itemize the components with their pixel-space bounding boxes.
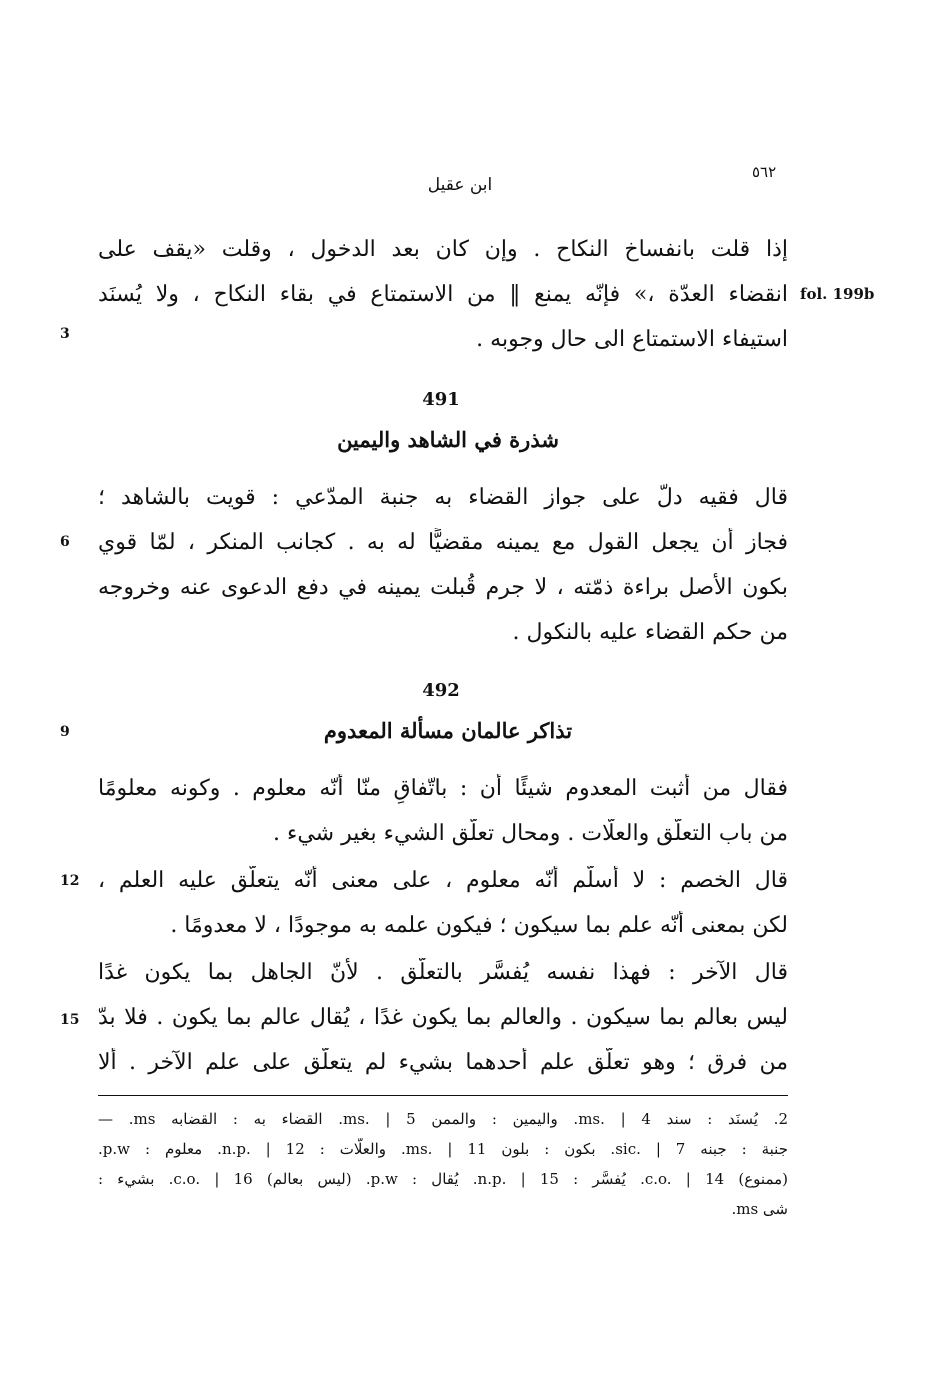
folio-note: fol. 199b (800, 285, 875, 303)
section-title: تذاكر عالمان مسألة المعدوم (323, 718, 573, 743)
footnote-line: 2. يُسنَد : سند ms. | 4. واليمين : والممن ms. | 5. القضاء به : القضابه ms. — (98, 1110, 788, 1128)
section-title: شذرة في الشاهد واليمين (337, 427, 559, 452)
body-line: ليس بعالم بما سيكون . والعالم بما يكون غدًا ، يُقال عالم بما يكون . فلا بدّ (98, 1005, 788, 1030)
footnote-line: جنبة : جبنه sic. | 7. بكون : بلون ms. | 11. والعلّات : n.p. | 12. معلوم : p.w. (98, 1140, 788, 1158)
body-line: قال الخصم : لا أسلّم أنّه معلوم ، على معنى أنّه يتعلّق عليه العلم ، (98, 868, 788, 893)
body-line: من حكم القضاء عليه بالنكول . (512, 620, 788, 645)
footnote-line: (ممنوع) c.o. | 14. يُفسَّر : n.p. | 15. يُقال : p.w. (ليس بعالم) c.o. | 16. بشيء : (98, 1170, 788, 1188)
footnote-line: شى ms. (731, 1200, 788, 1218)
line-number: 9 (60, 724, 70, 740)
footnote-rule (98, 1095, 788, 1096)
section-number: 492 (422, 680, 460, 701)
body-line: قال الآخر : فهذا نفسه يُفسَّر بالتعلّق . لأنّ الجاهل بما يكون غدًا (98, 960, 788, 985)
body-line: انقضاء العدّة ،» فإنّه يمنع ‖ من الاستمتاع في بقاء النكاح ، ولا يُسنَد (98, 282, 788, 307)
body-line: فجاز أن يجعل القول مع يمينه مقضيًّا له به . كجانب المنكر ، لمّا قوي (98, 530, 788, 555)
line-number: 6 (60, 534, 70, 550)
body-line: استيفاء الاستمتاع الى حال وجوبه . (476, 327, 788, 352)
line-number: 15 (60, 1012, 80, 1028)
body-line: فقال من أثبت المعدوم شيئًا أن : باتّفاقٍ منّا أنّه معلوم . وكونه معلومًا (98, 776, 788, 801)
body-line: بكون الأصل براءة ذمّته ، لا جرم قُبلت يمينه في دفع الدعوى عنه وخروجه (98, 575, 788, 600)
running-head: ابن عقيل (427, 175, 493, 195)
body-line: من باب التعلّق والعلّات . ومحال تعلّق الشيء بغير شيء . (273, 821, 788, 846)
line-number: 3 (60, 326, 70, 342)
page-number: ٥٦٢ (752, 163, 777, 181)
section-number: 491 (422, 389, 460, 410)
body-line: قال فقيه دلّ على جواز القضاء به جنبة المدّعي : قويت بالشاهد ؛ (98, 485, 788, 510)
body-line: إذا قلت بانفساخ النكاح . وإن كان بعد الدخول ، وقلت «يقف على (98, 237, 788, 262)
body-line: لكن بمعنى أنّه علم بما سيكون ؛ فيكون علمه به موجودًا ، لا معدومًا . (170, 913, 788, 938)
line-number: 12 (60, 873, 80, 889)
body-line: من فرق ؛ وهو تعلّق علم أحدهما بشيء لم يتعلّق على علم الآخر . ألا (98, 1050, 788, 1075)
